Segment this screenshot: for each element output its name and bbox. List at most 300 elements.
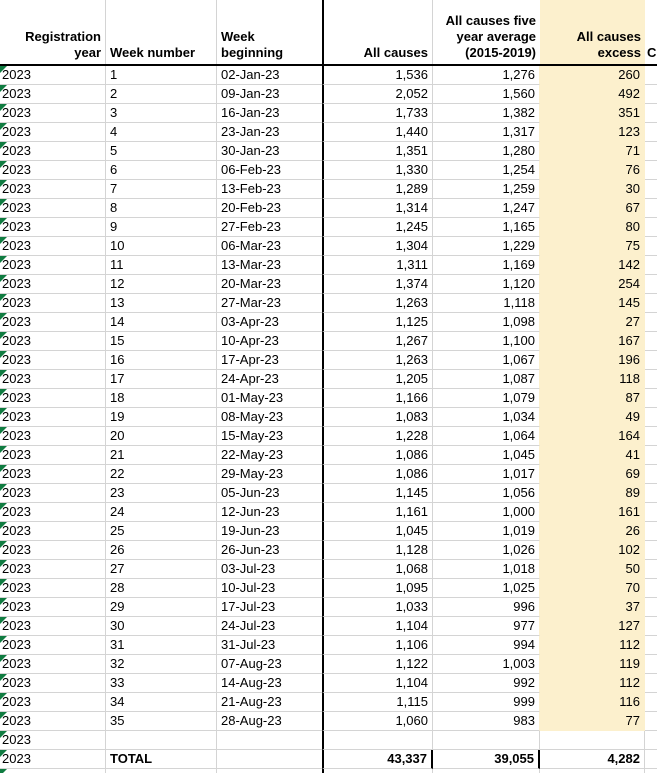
cell-all-causes-excess[interactable] [540,370,645,389]
cell-next-column[interactable] [645,522,657,541]
cell-registration-year[interactable] [0,674,106,693]
cell-registration-year[interactable] [0,389,106,408]
cell-next-column[interactable] [645,598,657,617]
cell-registration-year[interactable] [0,275,106,294]
cell-registration-year[interactable] [0,104,106,123]
header-week-beginning[interactable] [217,0,322,64]
cell-registration-year[interactable] [0,598,106,617]
cell-all-causes[interactable] [322,256,433,275]
cell-week-beginning[interactable] [217,617,322,636]
cell-text: 09-Jan-23 [221,86,280,101]
cell-text: 03-Jul-23 [221,561,276,576]
cell-text: 35 [110,713,125,728]
cell-all-causes[interactable] [322,218,433,237]
cell-next-column[interactable] [645,712,657,731]
cell-all-causes[interactable] [322,389,433,408]
cell-all-causes[interactable] [322,370,433,389]
cell-week-number[interactable] [106,731,217,750]
cell-five-year-avg[interactable] [433,237,540,256]
cell-five-year-avg[interactable] [433,522,540,541]
cell-week-number[interactable] [106,655,217,674]
cell-week-beginning[interactable] [217,560,322,579]
cell-registration-year[interactable] [0,85,106,104]
cell-registration-year[interactable] [0,218,106,237]
cell-week-number[interactable] [106,769,217,773]
cell-next-column[interactable] [645,408,657,427]
cell-week-number[interactable] [106,142,217,161]
table-row [0,275,657,294]
cell-all-causes[interactable] [322,180,433,199]
cell-text: 07-Aug-23 [221,656,282,671]
cell-five-year-avg[interactable] [433,769,540,773]
cell-all-causes[interactable] [322,579,433,598]
cell-registration-year[interactable] [0,351,106,370]
cell-week-beginning[interactable] [217,541,322,560]
cell-five-year-avg[interactable] [433,731,540,750]
cell-all-causes[interactable] [322,617,433,636]
cell-registration-year[interactable] [0,294,106,313]
cell-five-year-avg[interactable] [433,636,540,655]
cell-week-number[interactable] [106,180,217,199]
cell-next-column[interactable] [645,66,657,85]
cell-all-causes-excess[interactable] [540,408,645,427]
cell-next-column[interactable] [645,769,657,773]
cell-week-number[interactable] [106,522,217,541]
header-all-causes-excess[interactable] [540,0,645,64]
cell-text: 119 [619,656,640,671]
cell-registration-year[interactable] [0,161,106,180]
cell-five-year-avg[interactable] [433,313,540,332]
cell-all-causes-excess[interactable] [540,636,645,655]
cell-all-causes-excess[interactable] [540,560,645,579]
cell-week-beginning[interactable] [217,199,322,218]
cell-week-number[interactable] [106,560,217,579]
cell-week-beginning[interactable] [217,693,322,712]
cell-text: 06-Mar-23 [221,238,281,253]
cell-next-column[interactable] [645,370,657,389]
cell-week-beginning[interactable] [217,85,322,104]
cell-all-causes[interactable] [322,313,433,332]
cell-all-causes[interactable] [322,674,433,693]
table-row [0,712,657,731]
header-registration-year[interactable] [0,0,106,64]
cell-five-year-avg[interactable] [433,560,540,579]
cell-registration-year[interactable] [0,465,106,484]
cell-next-column[interactable] [645,636,657,655]
cell-registration-year[interactable] [0,427,106,446]
cell-next-column[interactable] [645,560,657,579]
cell-week-beginning[interactable] [217,180,322,199]
cell-next-column[interactable] [645,674,657,693]
cell-five-year-avg[interactable] [433,256,540,275]
cell-text: 24-Jul-23 [221,618,276,633]
cell-next-column[interactable] [645,332,657,351]
cell-all-causes-excess[interactable] [540,85,645,104]
cell-all-causes[interactable] [322,484,433,503]
cell-registration-year[interactable] [0,237,106,256]
cell-week-beginning[interactable] [217,218,322,237]
cell-all-causes[interactable] [322,161,433,180]
cell-text: 1,247 [502,200,535,215]
cell-registration-year[interactable] [0,256,106,275]
cell-five-year-avg[interactable] [433,579,540,598]
cell-five-year-avg[interactable] [433,66,540,85]
cell-all-causes[interactable] [322,275,433,294]
cell-next-column[interactable] [645,161,657,180]
header-next-column-clipped[interactable] [645,0,657,64]
cell-next-column[interactable] [645,123,657,142]
cell-week-number[interactable] [106,712,217,731]
header-line: Week number [110,45,196,60]
cell-five-year-avg[interactable] [433,674,540,693]
cell-all-causes-excess[interactable] [540,731,645,750]
cell-next-column[interactable] [645,256,657,275]
cell-all-causes[interactable] [322,541,433,560]
cell-week-beginning[interactable] [217,142,322,161]
cell-week-beginning[interactable] [217,484,322,503]
cell-registration-year[interactable] [0,503,106,522]
cell-registration-year[interactable] [0,332,106,351]
cell-all-causes-excess[interactable] [540,579,645,598]
cell-week-beginning[interactable] [217,256,322,275]
cell-five-year-avg[interactable] [433,598,540,617]
cell-week-beginning[interactable] [217,294,322,313]
cell-next-column[interactable] [645,389,657,408]
cell-all-causes[interactable] [322,522,433,541]
cell-registration-year[interactable] [0,199,106,218]
cell-registration-year[interactable] [0,484,106,503]
cell-next-column[interactable] [645,541,657,560]
cell-registration-year[interactable] [0,560,106,579]
cell-all-causes-excess[interactable] [540,712,645,731]
cell-week-number[interactable] [106,503,217,522]
cell-all-causes-excess[interactable] [540,332,645,351]
cell-text: 1,125 [395,314,428,329]
cell-all-causes-excess[interactable] [540,446,645,465]
cell-week-number[interactable] [106,370,217,389]
cell-week-beginning[interactable] [217,104,322,123]
cell-week-number[interactable] [106,351,217,370]
cell-next-column[interactable] [645,750,657,769]
cell-next-column[interactable] [645,427,657,446]
cell-all-causes-excess[interactable] [540,503,645,522]
cell-five-year-avg[interactable] [433,503,540,522]
cell-five-year-avg[interactable] [433,541,540,560]
cell-five-year-avg-total[interactable] [433,750,540,769]
header-five-year-average[interactable] [433,0,540,64]
cell-all-causes[interactable] [322,446,433,465]
cell-week-beginning[interactable] [217,731,322,750]
cell-week-beginning[interactable] [217,598,322,617]
cell-week-number[interactable] [106,674,217,693]
cell-all-causes-excess[interactable] [540,769,645,773]
cell-all-causes-excess[interactable] [540,674,645,693]
cell-all-causes-excess[interactable] [540,541,645,560]
cell-all-causes[interactable] [322,351,433,370]
cell-week-number[interactable] [106,256,217,275]
cell-registration-year[interactable] [0,66,106,85]
cell-next-column[interactable] [645,237,657,256]
cell-all-causes-excess[interactable] [540,237,645,256]
cell-week-number[interactable] [106,161,217,180]
cell-all-causes[interactable] [322,503,433,522]
cell-registration-year[interactable] [0,446,106,465]
cell-text: 1,000 [502,504,535,519]
cell-registration-year[interactable] [0,731,106,750]
cell-next-column[interactable] [645,313,657,332]
cell-next-column[interactable] [645,85,657,104]
cell-next-column[interactable] [645,465,657,484]
cell-next-column[interactable] [645,218,657,237]
cell-week-beginning[interactable] [217,465,322,484]
cell-total-label[interactable] [106,750,217,769]
cell-all-causes-excess[interactable] [540,66,645,85]
cell-all-causes[interactable] [322,560,433,579]
cell-week-number[interactable] [106,446,217,465]
cell-five-year-avg[interactable] [433,294,540,313]
cell-registration-year[interactable] [0,142,106,161]
cell-five-year-avg[interactable] [433,712,540,731]
cell-all-causes[interactable] [322,465,433,484]
cell-all-causes-excess[interactable] [540,180,645,199]
cell-next-column[interactable] [645,484,657,503]
cell-next-column[interactable] [645,579,657,598]
cell-all-causes[interactable] [322,769,433,773]
cell-week-number[interactable] [106,541,217,560]
cell-next-column[interactable] [645,503,657,522]
cell-week-beginning[interactable] [217,351,322,370]
cell-week-beginning[interactable] [217,636,322,655]
cell-all-causes-excess[interactable] [540,351,645,370]
cell-all-causes-excess[interactable] [540,617,645,636]
cell-registration-year[interactable] [0,541,106,560]
cell-five-year-avg[interactable] [433,332,540,351]
cell-week-number[interactable] [106,332,217,351]
cell-five-year-avg[interactable] [433,370,540,389]
cell-five-year-avg[interactable] [433,275,540,294]
header-line: year [74,45,101,60]
cell-all-causes[interactable] [322,123,433,142]
cell-registration-year[interactable] [0,180,106,199]
cell-five-year-avg[interactable] [433,180,540,199]
cell-registration-year[interactable] [0,123,106,142]
cell-week-beginning[interactable] [217,332,322,351]
cell-next-column[interactable] [645,142,657,161]
cell-all-causes[interactable] [322,427,433,446]
cell-registration-year[interactable] [0,693,106,712]
cell-registration-year[interactable] [0,313,106,332]
cell-registration-year[interactable] [0,579,106,598]
cell-all-causes-total[interactable] [322,750,433,769]
cell-week-number[interactable] [106,636,217,655]
cell-text: 02-Jan-23 [221,67,280,82]
cell-all-causes-excess[interactable] [540,199,645,218]
cell-week-beginning[interactable] [217,674,322,693]
cell-next-column[interactable] [645,351,657,370]
cell-all-causes-excess[interactable] [540,389,645,408]
cell-week-number[interactable] [106,484,217,503]
cell-five-year-avg[interactable] [433,218,540,237]
cell-week-beginning[interactable] [217,389,322,408]
cell-all-causes[interactable] [322,693,433,712]
cell-week-beginning[interactable] [217,712,322,731]
cell-text: 49 [625,409,640,424]
cell-all-causes[interactable] [322,85,433,104]
header-line: beginning [221,45,284,60]
cell-all-causes[interactable] [322,408,433,427]
cell-five-year-avg[interactable] [433,123,540,142]
cell-registration-year[interactable] [0,712,106,731]
cell-week-number[interactable] [106,199,217,218]
cell-all-causes[interactable] [322,294,433,313]
cell-all-causes-excess[interactable] [540,655,645,674]
cell-registration-year[interactable] [0,636,106,655]
cell-week-beginning[interactable] [217,655,322,674]
cell-registration-year[interactable] [0,370,106,389]
cell-five-year-avg[interactable] [433,693,540,712]
cell-week-number[interactable] [106,85,217,104]
cell-text: 67 [625,200,640,215]
cell-week-beginning[interactable] [217,446,322,465]
cell-all-causes-excess[interactable] [540,522,645,541]
cell-next-column[interactable] [645,731,657,750]
cell-text: 2023 [2,504,31,519]
cell-week-beginning[interactable] [217,161,322,180]
cell-week-beginning[interactable] [217,769,322,773]
cell-registration-year[interactable] [0,769,106,773]
cell-all-causes[interactable] [322,237,433,256]
cell-five-year-avg[interactable] [433,142,540,161]
cell-week-number[interactable] [106,389,217,408]
cell-all-causes[interactable] [322,199,433,218]
cell-week-number[interactable] [106,465,217,484]
cell-next-column[interactable] [645,294,657,313]
cell-text: 1,118 [503,295,535,310]
cell-five-year-avg[interactable] [433,199,540,218]
cell-all-causes-excess[interactable] [540,294,645,313]
cell-text: 123 [618,124,640,139]
cell-next-column[interactable] [645,655,657,674]
cell-week-beginning[interactable] [217,237,322,256]
cell-all-causes[interactable] [322,598,433,617]
cell-all-causes-excess[interactable] [540,465,645,484]
cell-all-causes-excess[interactable] [540,142,645,161]
cell-next-column[interactable] [645,617,657,636]
cell-week-number[interactable] [106,313,217,332]
cell-week-number[interactable] [106,123,217,142]
cell-week-beginning[interactable] [217,370,322,389]
cell-next-column[interactable] [645,446,657,465]
cell-text: 70 [625,580,640,595]
cell-all-causes[interactable] [322,731,433,750]
cell-all-causes[interactable] [322,636,433,655]
cell-five-year-avg[interactable] [433,351,540,370]
cell-all-causes-excess[interactable] [540,598,645,617]
cell-text: 71 [625,143,640,158]
cell-week-beginning[interactable] [217,427,322,446]
cell-five-year-avg[interactable] [433,389,540,408]
cell-text: 1,122 [395,656,428,671]
cell-week-number[interactable] [106,275,217,294]
cell-all-causes[interactable] [322,66,433,85]
cell-text: 2023 [2,86,31,101]
cell-all-causes-excess[interactable] [540,427,645,446]
cell-week-number[interactable] [106,598,217,617]
cell-all-causes-excess[interactable] [540,693,645,712]
cell-week-number[interactable] [106,237,217,256]
cell-week-number[interactable] [106,66,217,85]
cell-next-column[interactable] [645,180,657,199]
cell-five-year-avg[interactable] [433,408,540,427]
cell-five-year-avg[interactable] [433,104,540,123]
cell-registration-year[interactable] [0,617,106,636]
cell-registration-year[interactable] [0,655,106,674]
error-indicator-icon [0,313,7,320]
cell-next-column[interactable] [645,693,657,712]
cell-week-beginning[interactable] [217,313,322,332]
cell-registration-year[interactable] [0,750,106,769]
cell-week-beginning[interactable] [217,579,322,598]
cell-week-beginning[interactable] [217,750,322,769]
cell-next-column[interactable] [645,275,657,294]
cell-next-column[interactable] [645,104,657,123]
cell-five-year-avg[interactable] [433,655,540,674]
cell-text: 2023 [2,143,31,158]
cell-week-beginning[interactable] [217,503,322,522]
cell-registration-year[interactable] [0,522,106,541]
cell-all-causes[interactable] [322,655,433,674]
cell-five-year-avg[interactable] [433,161,540,180]
cell-all-causes-excess[interactable] [540,256,645,275]
cell-all-causes[interactable] [322,104,433,123]
cell-week-beginning[interactable] [217,275,322,294]
cell-all-causes[interactable] [322,142,433,161]
cell-excess-total[interactable] [540,750,645,769]
cell-week-beginning[interactable] [217,66,322,85]
cell-all-causes[interactable] [322,712,433,731]
cell-five-year-avg[interactable] [433,617,540,636]
cell-all-causes-excess[interactable] [540,123,645,142]
cell-all-causes-excess[interactable] [540,275,645,294]
cell-all-causes[interactable] [322,332,433,351]
cell-week-number[interactable] [106,693,217,712]
cell-week-number[interactable] [106,408,217,427]
cell-five-year-avg[interactable] [433,484,540,503]
cell-week-number[interactable] [106,218,217,237]
cell-all-causes-excess[interactable] [540,484,645,503]
cell-all-causes-excess[interactable] [540,104,645,123]
cell-week-number[interactable] [106,579,217,598]
header-all-causes[interactable] [322,0,433,64]
cell-week-beginning[interactable] [217,408,322,427]
cell-all-causes-excess[interactable] [540,313,645,332]
cell-week-beginning[interactable] [217,123,322,142]
cell-week-number[interactable] [106,617,217,636]
cell-week-number[interactable] [106,294,217,313]
cell-week-number[interactable] [106,427,217,446]
header-week-number[interactable] [106,0,217,64]
cell-five-year-avg[interactable] [433,446,540,465]
cell-five-year-avg[interactable] [433,85,540,104]
cell-registration-year[interactable] [0,408,106,427]
cell-week-beginning[interactable] [217,522,322,541]
cell-week-number[interactable] [106,104,217,123]
cell-five-year-avg[interactable] [433,465,540,484]
cell-all-causes-excess[interactable] [540,218,645,237]
cell-five-year-avg[interactable] [433,427,540,446]
cell-all-causes-excess[interactable] [540,161,645,180]
cell-next-column[interactable] [645,199,657,218]
